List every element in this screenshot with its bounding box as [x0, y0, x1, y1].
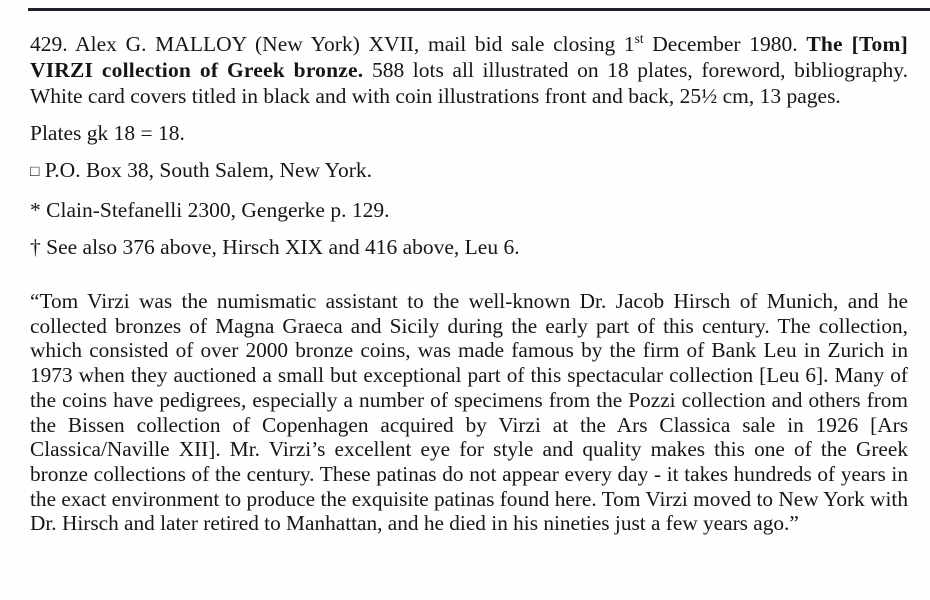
quotation-paragraph: “Tom Virzi was the numismatic assistant to the well-known Dr. Jacob Hirsch of Munich, and he collected bronzes of Magna Graeca and Sicily during the early part of this century. The collection, which consisted of over 2000 bronze coins, was made famous by the firm of Bank Leu in Zurich in 1973 when they auctioned a small but exceptional part of this spectacular collection [Leu 6]. Many of the coins have pedigrees, especially a number of specimens from the Pozzi collection and others from the Bissen collection of Copenhagen acquired by Virzi at the Ars Classica sale in 1926 [Ars Classica/Naville XII]. Mr. Virzi’s excellent eye for style and quality makes this one of the Greek bronze collections of the century. These patinas do not appear every day - it takes hundreds of years in the exact environment to produce the exquisite patinas found here. Tom Virzi moved to New York with Dr. Hirsch and later retired to Manhattan, and he died in his nineties just a few years ago.” [30, 289, 908, 536]
plates-line [30, 120, 908, 146]
entry-paragraph [30, 31, 908, 109]
entry-details-text: 588 lots all illustrated on 18 plates, foreword, bibliography. White card covers titled in black and with coin illustrations front and back, 25½ cm, 13 pages. [30, 58, 908, 108]
reference-line [30, 197, 908, 223]
reference-text: Clain-Stefanelli 2300, Gengerke p. 129. [46, 198, 390, 222]
entry-intro-text: 429. Alex G. MALLOY (New York) XVII, mail bid sale closing 1 [30, 32, 635, 56]
square-marker-icon: □ [30, 163, 40, 180]
dagger-marker-icon: † [30, 235, 41, 259]
ordinal-superscript: st [634, 30, 644, 46]
page-content [30, 31, 908, 536]
plates-text: Plates gk 18 = 18. [30, 121, 185, 145]
entry-date-text: December 1980. [643, 32, 807, 56]
top-rule [28, 8, 930, 11]
address-line [30, 157, 908, 186]
see-also-text: See also 376 above, Hirsch XIX and 416 above, Leu 6. [46, 235, 520, 259]
address-text: P.O. Box 38, South Salem, New York. [44, 158, 373, 182]
entry-title-bold: The [Tom] VIRZI collection of Greek bronze. [30, 32, 908, 82]
see-also-line [30, 234, 908, 260]
asterisk-marker-icon: * [30, 198, 41, 222]
